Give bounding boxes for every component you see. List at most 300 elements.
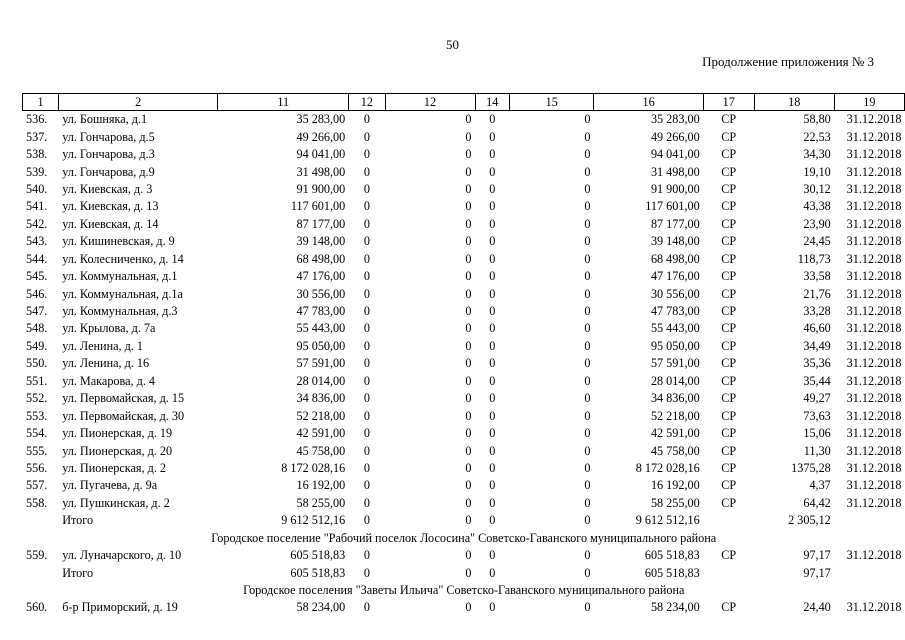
table-cell: 0 [584, 478, 591, 493]
table-cell: 35,44 [803, 373, 831, 388]
table-cell: 0 [584, 460, 591, 475]
table-cell: 0 [584, 286, 591, 301]
table-cell: СР [721, 216, 737, 231]
table-cell: 31.12.2018 [846, 373, 902, 388]
table-cell: 0 [465, 216, 472, 231]
table-cell: 0 [489, 286, 496, 301]
table-cell: 31.12.2018 [846, 164, 902, 179]
table-cell: 0 [489, 426, 496, 441]
table-cell: 31.12.2018 [846, 338, 902, 353]
table-cell: 97,17 [803, 548, 831, 563]
table-cell: 95 050,00 [650, 338, 700, 353]
table-cell: 31.12.2018 [846, 391, 902, 406]
table-cell: 57 591,00 [296, 356, 346, 371]
table-row [23, 442, 905, 459]
table-cell: 0 [489, 513, 496, 528]
table-cell: 0 [363, 513, 370, 528]
table-cell: 557. [26, 478, 48, 493]
table-cell: СР [721, 338, 737, 353]
table-cell: 47 783,00 [296, 304, 346, 319]
table-cell: 0 [363, 286, 370, 301]
table-header-row [23, 94, 905, 111]
section-heading-row [23, 530, 905, 547]
table-cell: 31.12.2018 [846, 216, 902, 231]
table-cell: 550. [26, 356, 48, 371]
table-cell: 0 [489, 216, 496, 231]
table-row [23, 303, 905, 320]
column-header: 15 [509, 94, 594, 111]
table-cell: 551. [26, 373, 48, 388]
table-cell: 0 [489, 304, 496, 319]
table-row [23, 198, 905, 215]
table-cell: 0 [584, 147, 591, 162]
table-cell: 39 148,00 [296, 234, 346, 249]
table-row [23, 338, 905, 355]
table-cell: 0 [465, 391, 472, 406]
table-cell: ул. Коммунальная, д.3 [62, 304, 178, 319]
table-cell: ул. Пугачева, д. 9а [62, 478, 158, 493]
table-cell: 34,49 [803, 338, 831, 353]
table-cell: 0 [363, 164, 370, 179]
table-cell: 0 [465, 460, 472, 475]
table-cell: 87 177,00 [296, 216, 346, 231]
table-cell: 0 [584, 112, 591, 127]
table-cell: ул. Коммунальная, д.1 [62, 269, 178, 284]
table-cell: 58,80 [803, 112, 831, 127]
table-cell: 1375,28 [791, 460, 831, 475]
page-number: 50 [446, 37, 459, 52]
table-cell: 0 [584, 600, 591, 615]
table-cell: 558. [26, 495, 48, 510]
total-row [23, 564, 905, 581]
table-cell: 0 [363, 443, 370, 458]
table-cell: 0 [584, 234, 591, 249]
table-cell: 0 [584, 304, 591, 319]
table-cell: СР [721, 495, 737, 510]
table-cell: 0 [584, 129, 591, 144]
table-cell: ул. Макарова, д. 4 [62, 373, 156, 388]
table-cell: 0 [465, 147, 472, 162]
table-cell: 0 [584, 269, 591, 284]
table-cell: 9 612 512,16 [635, 513, 700, 528]
table-row [23, 216, 905, 233]
table-cell: 0 [584, 181, 591, 196]
table-cell: 605 518,83 [290, 565, 346, 580]
table-cell: 45 758,00 [296, 443, 346, 458]
table-cell: ул. Бошняка, д.1 [62, 112, 148, 127]
table-row [23, 163, 905, 180]
column-header: 2 [59, 94, 218, 111]
table-cell: 31.12.2018 [846, 199, 902, 214]
table-cell: 0 [363, 548, 370, 563]
table-cell: СР [721, 460, 737, 475]
table-cell: 0 [584, 408, 591, 423]
table-cell: Итого [62, 565, 94, 580]
table-row [23, 373, 905, 390]
section-heading: Городское поселения "Заветы Ильича" Советско-Гаванского муниципального района [243, 583, 685, 598]
table-cell: 52 218,00 [296, 408, 346, 423]
table-cell: СР [721, 478, 737, 493]
table-cell: Итого [62, 513, 94, 528]
column-header: 1 [23, 94, 59, 111]
table-cell: 31.12.2018 [846, 443, 902, 458]
table-cell: 559. [26, 548, 48, 563]
table-cell: 91 900,00 [296, 181, 346, 196]
table-cell: ул. Ленина, д. 1 [62, 338, 143, 353]
table-cell: 0 [489, 373, 496, 388]
table-cell: 28 014,00 [296, 373, 346, 388]
table-cell: 0 [363, 147, 370, 162]
column-header: 11 [218, 94, 349, 111]
table-cell: 0 [489, 478, 496, 493]
table-cell: 24,45 [803, 234, 831, 249]
column-header: 18 [754, 94, 834, 111]
table-row [23, 460, 905, 477]
table-cell: 11,30 [803, 443, 831, 458]
table-cell: 556. [26, 460, 48, 475]
table-row [23, 390, 905, 407]
table-cell: 42 591,00 [296, 426, 346, 441]
table-cell: 0 [465, 234, 472, 249]
table-cell: 0 [465, 513, 472, 528]
table-cell [23, 564, 59, 581]
table-cell: 64,42 [803, 495, 831, 510]
table-cell: 31.12.2018 [846, 129, 902, 144]
table-cell: 0 [465, 478, 472, 493]
column-header: 14 [475, 94, 509, 111]
table-cell: 31.12.2018 [846, 269, 902, 284]
table-cell: 0 [465, 373, 472, 388]
table-cell: 0 [363, 565, 370, 580]
table-cell: ул. Луначарского, д. 10 [62, 548, 182, 563]
table-cell: 0 [465, 408, 472, 423]
table-cell: ул. Ленина, д. 16 [62, 356, 150, 371]
table-cell: 0 [489, 495, 496, 510]
table-cell: СР [721, 356, 737, 371]
table-cell: СР [721, 321, 737, 336]
table-cell: 0 [465, 426, 472, 441]
table-cell: 0 [489, 112, 496, 127]
table-cell: 0 [363, 478, 370, 493]
table-cell: ул. Пионерская, д. 20 [62, 443, 173, 458]
column-header: 12 [349, 94, 385, 111]
table-cell: 0 [363, 338, 370, 353]
table-cell: 0 [465, 356, 472, 371]
table-cell: 34,30 [803, 147, 831, 162]
table-cell: ул. Первомайская, д. 15 [62, 391, 185, 406]
table-row [23, 181, 905, 198]
table-cell: 16 192,00 [296, 478, 346, 493]
table-cell: 0 [363, 304, 370, 319]
table-cell: 0 [465, 600, 472, 615]
table-cell: 34 836,00 [296, 391, 346, 406]
table-cell: 540. [26, 181, 48, 196]
table-cell: 0 [363, 216, 370, 231]
table-cell: 0 [489, 600, 496, 615]
table-cell: 21,76 [803, 286, 831, 301]
table-cell: 545. [26, 269, 48, 284]
table-cell: 542. [26, 216, 48, 231]
column-header: 19 [834, 94, 904, 111]
table-row [23, 111, 905, 129]
table-cell: 0 [465, 304, 472, 319]
table-cell: 31.12.2018 [846, 251, 902, 266]
column-header: 17 [703, 94, 754, 111]
table-cell: ул. Первомайская, д. 30 [62, 408, 185, 423]
table-cell: СР [721, 426, 737, 441]
table-cell: СР [721, 129, 737, 144]
table-cell: 31 498,00 [296, 164, 346, 179]
section-heading-row [23, 582, 905, 599]
table-cell: 117 601,00 [645, 199, 700, 214]
table-cell: 0 [489, 199, 496, 214]
table-cell: 553. [26, 408, 48, 423]
table-cell: 0 [584, 338, 591, 353]
table-cell: 49 266,00 [650, 129, 700, 144]
table-cell [834, 564, 904, 581]
table-cell: 0 [584, 548, 591, 563]
table-cell: 42 591,00 [650, 426, 700, 441]
table-cell: 0 [489, 129, 496, 144]
table-row [23, 146, 905, 163]
table-cell: 0 [584, 164, 591, 179]
table-cell: 8 172 028,16 [281, 460, 346, 475]
table-cell: 0 [489, 269, 496, 284]
table-cell [703, 512, 754, 529]
table-cell: 30 556,00 [296, 286, 346, 301]
table-cell: 8 172 028,16 [635, 460, 700, 475]
table-cell: 0 [465, 321, 472, 336]
table-cell: 539. [26, 164, 48, 179]
table-cell: 31.12.2018 [846, 548, 902, 563]
table-cell: 0 [489, 321, 496, 336]
table-cell: 0 [489, 181, 496, 196]
table-cell: 22,53 [803, 129, 831, 144]
table-cell: 58 234,00 [650, 600, 700, 615]
continuation-label: Продолжение приложения № 3 [702, 54, 874, 69]
table-cell: 45 758,00 [650, 443, 700, 458]
table-cell: 0 [465, 251, 472, 266]
table-cell: ул. Пушкинская, д. 2 [62, 495, 170, 510]
table-cell: б-р Приморский, д. 19 [62, 600, 178, 615]
table-row [23, 251, 905, 268]
table-cell: ул. Киевская, д. 14 [62, 216, 159, 231]
table-cell: СР [721, 408, 737, 423]
table-cell: 31.12.2018 [846, 478, 902, 493]
table-cell: 58 255,00 [296, 495, 346, 510]
table-cell: 49 266,00 [296, 129, 346, 144]
table-cell: 24,40 [803, 600, 831, 615]
table-cell: 0 [363, 408, 370, 423]
table-cell: 2 305,12 [788, 513, 831, 528]
table-cell: 39 148,00 [650, 234, 700, 249]
table-cell: 0 [363, 251, 370, 266]
table-cell: 0 [489, 565, 496, 580]
table-cell: 68 498,00 [650, 251, 700, 266]
table-cell: 0 [489, 234, 496, 249]
table-row [23, 599, 905, 616]
table-cell: 0 [363, 495, 370, 510]
table-cell: 0 [363, 391, 370, 406]
table-cell: 0 [489, 356, 496, 371]
table-cell: 31.12.2018 [846, 495, 902, 510]
table-cell: 31.12.2018 [846, 600, 902, 615]
table-cell: 0 [584, 513, 591, 528]
table-cell: 605 518,83 [644, 548, 700, 563]
table-cell: ул. Гончарова, д.3 [62, 147, 155, 162]
table-cell: 0 [489, 460, 496, 475]
table-cell: 549. [26, 338, 48, 353]
column-header: 16 [594, 94, 703, 111]
table-cell: 47 176,00 [296, 269, 346, 284]
table-cell: 560. [26, 600, 48, 615]
table-cell: 0 [584, 356, 591, 371]
table-cell: 0 [465, 181, 472, 196]
table-row [23, 233, 905, 250]
table-cell: 16 192,00 [650, 478, 700, 493]
table-cell: 31.12.2018 [846, 356, 902, 371]
table-cell: 0 [489, 164, 496, 179]
table-cell: 4,37 [809, 478, 831, 493]
table-cell [23, 512, 59, 529]
table-cell: 536. [26, 112, 48, 127]
table-cell: 0 [584, 391, 591, 406]
table-cell: 31.12.2018 [846, 286, 902, 301]
table-cell: 33,28 [803, 304, 831, 319]
table-cell: 0 [584, 199, 591, 214]
table-cell: 35 283,00 [650, 112, 700, 127]
table-cell: 0 [584, 443, 591, 458]
table-cell: 547. [26, 304, 48, 319]
table-row [23, 355, 905, 372]
table-cell: 31 498,00 [650, 164, 700, 179]
table-cell: 0 [489, 391, 496, 406]
table-cell: 35 283,00 [296, 112, 346, 127]
table-cell: ул. Гончарова, д.9 [62, 164, 155, 179]
table-cell: 0 [465, 338, 472, 353]
table-cell: 0 [465, 286, 472, 301]
table-cell: 28 014,00 [650, 373, 700, 388]
table-cell: 0 [363, 234, 370, 249]
table-cell: 0 [489, 338, 496, 353]
table-cell: 19,10 [803, 164, 831, 179]
table-cell: 35,36 [803, 356, 831, 371]
table-cell: 544. [26, 251, 48, 266]
table-row [23, 547, 905, 564]
table-cell: 0 [584, 565, 591, 580]
table-cell: 543. [26, 234, 48, 249]
table-row [23, 285, 905, 302]
table-cell: ул. Киевская, д. 13 [62, 199, 159, 214]
table-cell: ул. Коммунальная, д.1а [62, 286, 183, 301]
table-cell: СР [721, 251, 737, 266]
table-row [23, 268, 905, 285]
table-cell: 30 556,00 [650, 286, 700, 301]
table-cell: СР [721, 269, 737, 284]
table-cell: СР [721, 147, 737, 162]
table-cell: СР [721, 548, 737, 563]
table-cell: 55 443,00 [296, 321, 346, 336]
table-cell: 0 [584, 495, 591, 510]
table-cell: 605 518,83 [644, 565, 700, 580]
table-cell: 31.12.2018 [846, 426, 902, 441]
table-cell: 0 [465, 495, 472, 510]
table-row [23, 128, 905, 145]
table-cell: 0 [584, 426, 591, 441]
table-cell: 91 900,00 [650, 181, 700, 196]
table-cell: СР [721, 391, 737, 406]
table-cell: СР [721, 286, 737, 301]
table-cell: 31.12.2018 [846, 181, 902, 196]
table-cell: 0 [489, 251, 496, 266]
table-cell: 97,17 [803, 565, 831, 580]
table-cell: 47 176,00 [650, 269, 700, 284]
table-cell: 0 [489, 147, 496, 162]
table-cell: 33,58 [803, 269, 831, 284]
table-cell: 0 [363, 321, 370, 336]
table-cell: 0 [363, 112, 370, 127]
table-row [23, 320, 905, 337]
table-cell: ул. Пионерская, д. 2 [62, 460, 167, 475]
table-cell: 0 [363, 199, 370, 214]
table-cell: 0 [489, 443, 496, 458]
table-cell: 0 [465, 199, 472, 214]
table-cell: 0 [465, 112, 472, 127]
table-cell: 68 498,00 [296, 251, 346, 266]
table-cell: 31.12.2018 [846, 112, 902, 127]
table-cell: 0 [584, 251, 591, 266]
table-cell: СР [721, 304, 737, 319]
table-cell: 541. [26, 199, 48, 214]
table-cell: ул. Кишиневская, д. 9 [62, 234, 175, 249]
table-cell: 31.12.2018 [846, 304, 902, 319]
table-cell: 58 255,00 [650, 495, 700, 510]
table-cell: 0 [465, 129, 472, 144]
table-cell: 0 [489, 548, 496, 563]
section-heading: Городское поселение "Рабочий поселок Лососина" Советско-Гаванского муниципального района [211, 530, 717, 545]
table-cell: 548. [26, 321, 48, 336]
table-cell: СР [721, 373, 737, 388]
table-cell: ул. Киевская, д. 3 [62, 181, 153, 196]
table-cell: 47 783,00 [650, 304, 700, 319]
table-cell: ул. Гончарова, д.5 [62, 129, 155, 144]
table-cell: ул. Крылова, д. 7а [62, 321, 156, 336]
table-cell: 58 234,00 [296, 600, 346, 615]
table-cell: 0 [363, 426, 370, 441]
table-cell: 55 443,00 [650, 321, 700, 336]
table-row [23, 477, 905, 494]
table-cell: 0 [584, 321, 591, 336]
table-cell: ул. Колесниченко, д. 14 [62, 251, 184, 266]
table-cell: 31.12.2018 [846, 408, 902, 423]
table-cell: 0 [363, 181, 370, 196]
table-cell: 0 [465, 548, 472, 563]
table-cell: 0 [363, 373, 370, 388]
table-cell: 31.12.2018 [846, 234, 902, 249]
table-cell: 0 [363, 356, 370, 371]
table-cell: 9 612 512,16 [281, 513, 346, 528]
table-cell: 31.12.2018 [846, 460, 902, 475]
table-cell: 94 041,00 [296, 147, 346, 162]
table-cell [834, 512, 904, 529]
table-cell: 30,12 [803, 181, 831, 196]
table-cell: 49,27 [803, 391, 831, 406]
table-row [23, 495, 905, 512]
table-cell: СР [721, 443, 737, 458]
table-cell: 0 [465, 443, 472, 458]
table-cell: 95 050,00 [296, 338, 346, 353]
table-cell: 0 [363, 600, 370, 615]
